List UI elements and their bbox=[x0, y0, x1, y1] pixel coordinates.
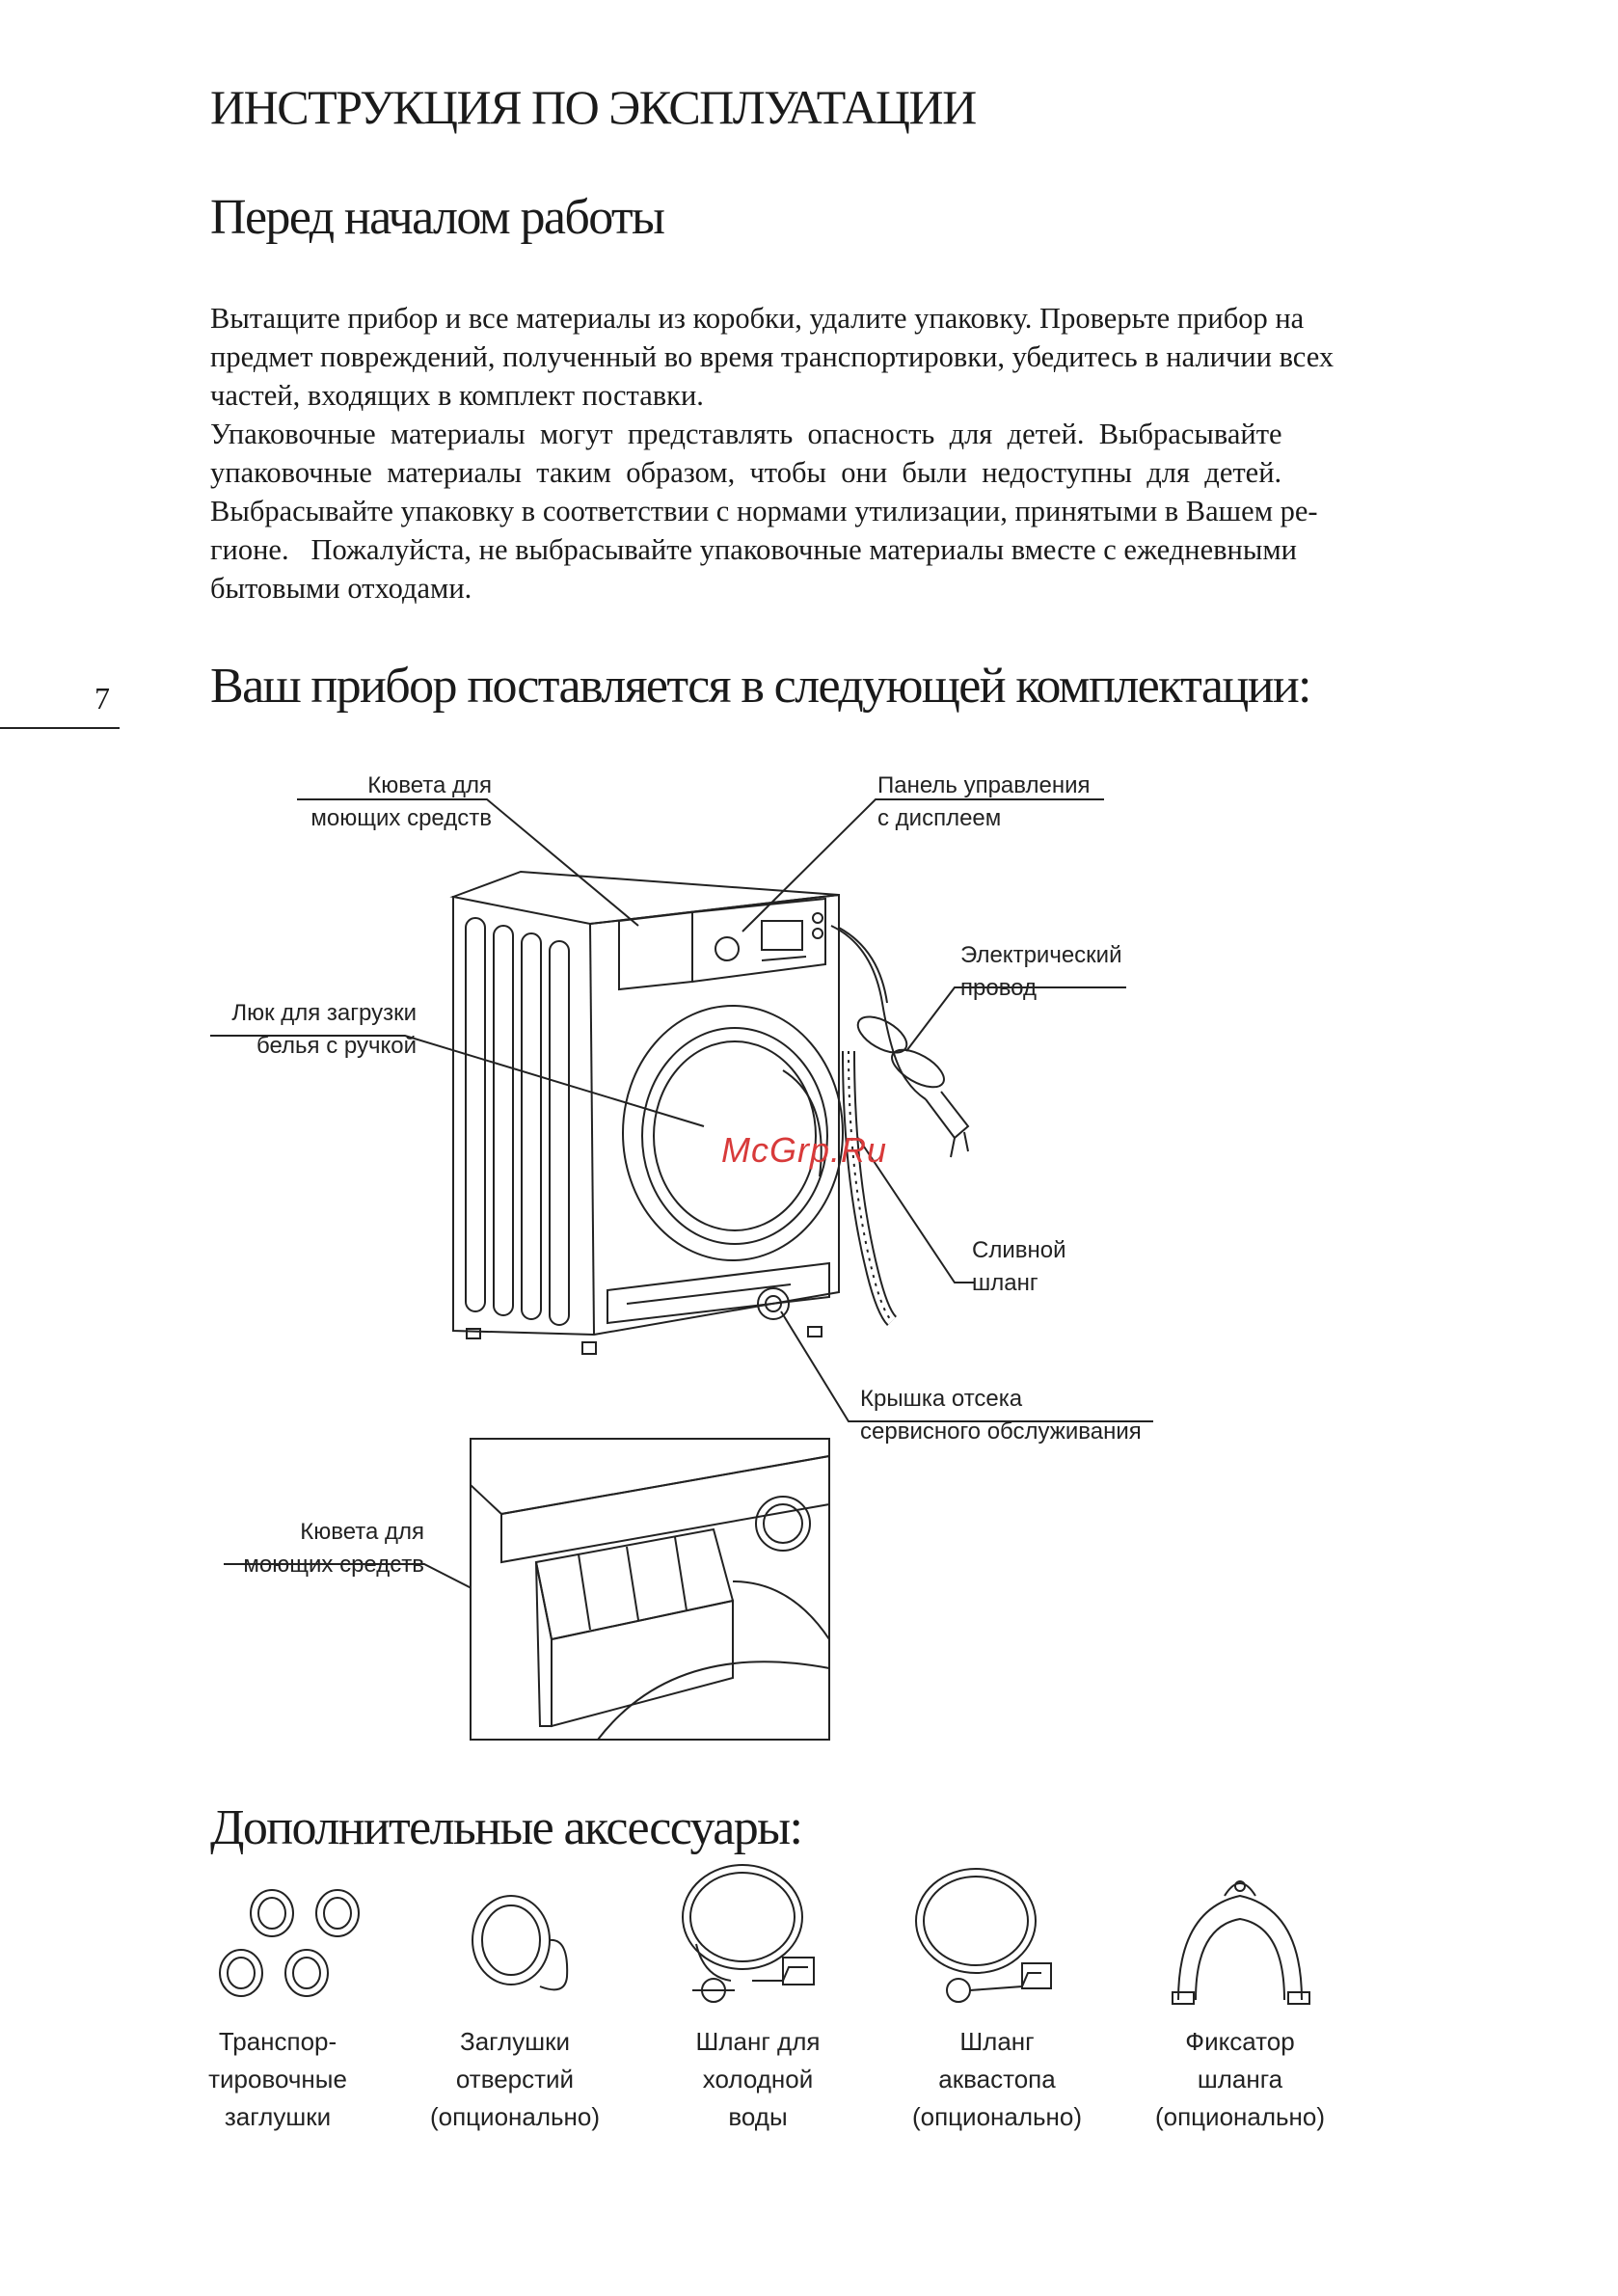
cold-water-hose-icon bbox=[683, 1865, 814, 2002]
paragraph-2-line-4: гионе. Пожалуйста, не выбрасывайте упаковочные материалы вместе с ежедневными bbox=[210, 533, 1297, 566]
accessory-item-cold-water-hose: Шланг для холодной воды bbox=[695, 2027, 821, 2131]
label-power-cord: Электрический провод bbox=[960, 942, 1122, 1001]
label-door: Люк для загрузки белья с ручкой bbox=[231, 1000, 417, 1059]
paragraph-1-line-3: частей, входящих в комплект поставки. bbox=[210, 379, 704, 412]
label-detergent-tray: Кювета для моющих средств bbox=[310, 772, 492, 831]
watermark: McGrp.Ru bbox=[721, 1130, 888, 1170]
paragraph-2-line-3: Выбрасывайте упаковку в соответствии с нормами утилизации, принятыми в Вашем ре- bbox=[210, 495, 1318, 527]
paragraph-1-line-2: предмет повреждений, полученный во время транспортировки, убедитесь в наличии всех bbox=[210, 340, 1335, 373]
page-number: 7 bbox=[94, 681, 110, 716]
page-title: ИНСТРУКЦИЯ ПО ЭКСПЛУАТАЦИИ bbox=[210, 80, 976, 134]
label-service-cover: Крышка отсека сервисного обслуживания bbox=[860, 1386, 1142, 1445]
label-control-panel: Панель управления с дисплеем bbox=[877, 772, 1091, 831]
hole-plug-icon bbox=[472, 1896, 567, 1989]
package-heading: Ваш прибор поставляется в следующей комплектации: bbox=[210, 659, 1310, 714]
before-start-heading: Перед началом работы bbox=[210, 190, 664, 245]
accessory-item-hole-plugs: Заглушки отверстий (опционально) bbox=[429, 2027, 601, 2131]
paragraph-2-line-5: бытовыми отходами. bbox=[210, 572, 472, 605]
hose-holder-icon bbox=[1173, 1881, 1309, 2004]
accessory-item-transport-plugs: Транспор- тировочные заглушки bbox=[208, 2027, 347, 2131]
accessories-heading: Дополнительные аксессуары: bbox=[210, 1800, 802, 1855]
paragraph-2-line-1: Упаковочные материалы могут представлять опасность для детей. Выбрасывайте bbox=[210, 418, 1282, 450]
label-detergent-tray-detail: Кювета для моющих средств bbox=[243, 1519, 424, 1578]
paragraph-1-line-1: Вытащите прибор и все материалы из коробки, удалите упаковку. Проверьте прибор на bbox=[210, 302, 1305, 335]
transport-plugs-icon bbox=[220, 1890, 359, 1996]
accessory-item-hose-holder: Фиксатор шланга (опционально) bbox=[1154, 2027, 1326, 2131]
detergent-drawer-icon bbox=[471, 1439, 829, 1740]
aquastop-hose-icon bbox=[916, 1869, 1051, 2002]
label-drain-hose: Сливной шланг bbox=[972, 1237, 1066, 1296]
paragraph-2-line-2: упаковочные материалы таким образом, чтобы они были недоступны для детей. bbox=[210, 456, 1282, 489]
washing-machine-icon bbox=[453, 872, 968, 1354]
accessory-item-aquastop-hose: Шланг аквастопа (опционально) bbox=[911, 2027, 1083, 2131]
